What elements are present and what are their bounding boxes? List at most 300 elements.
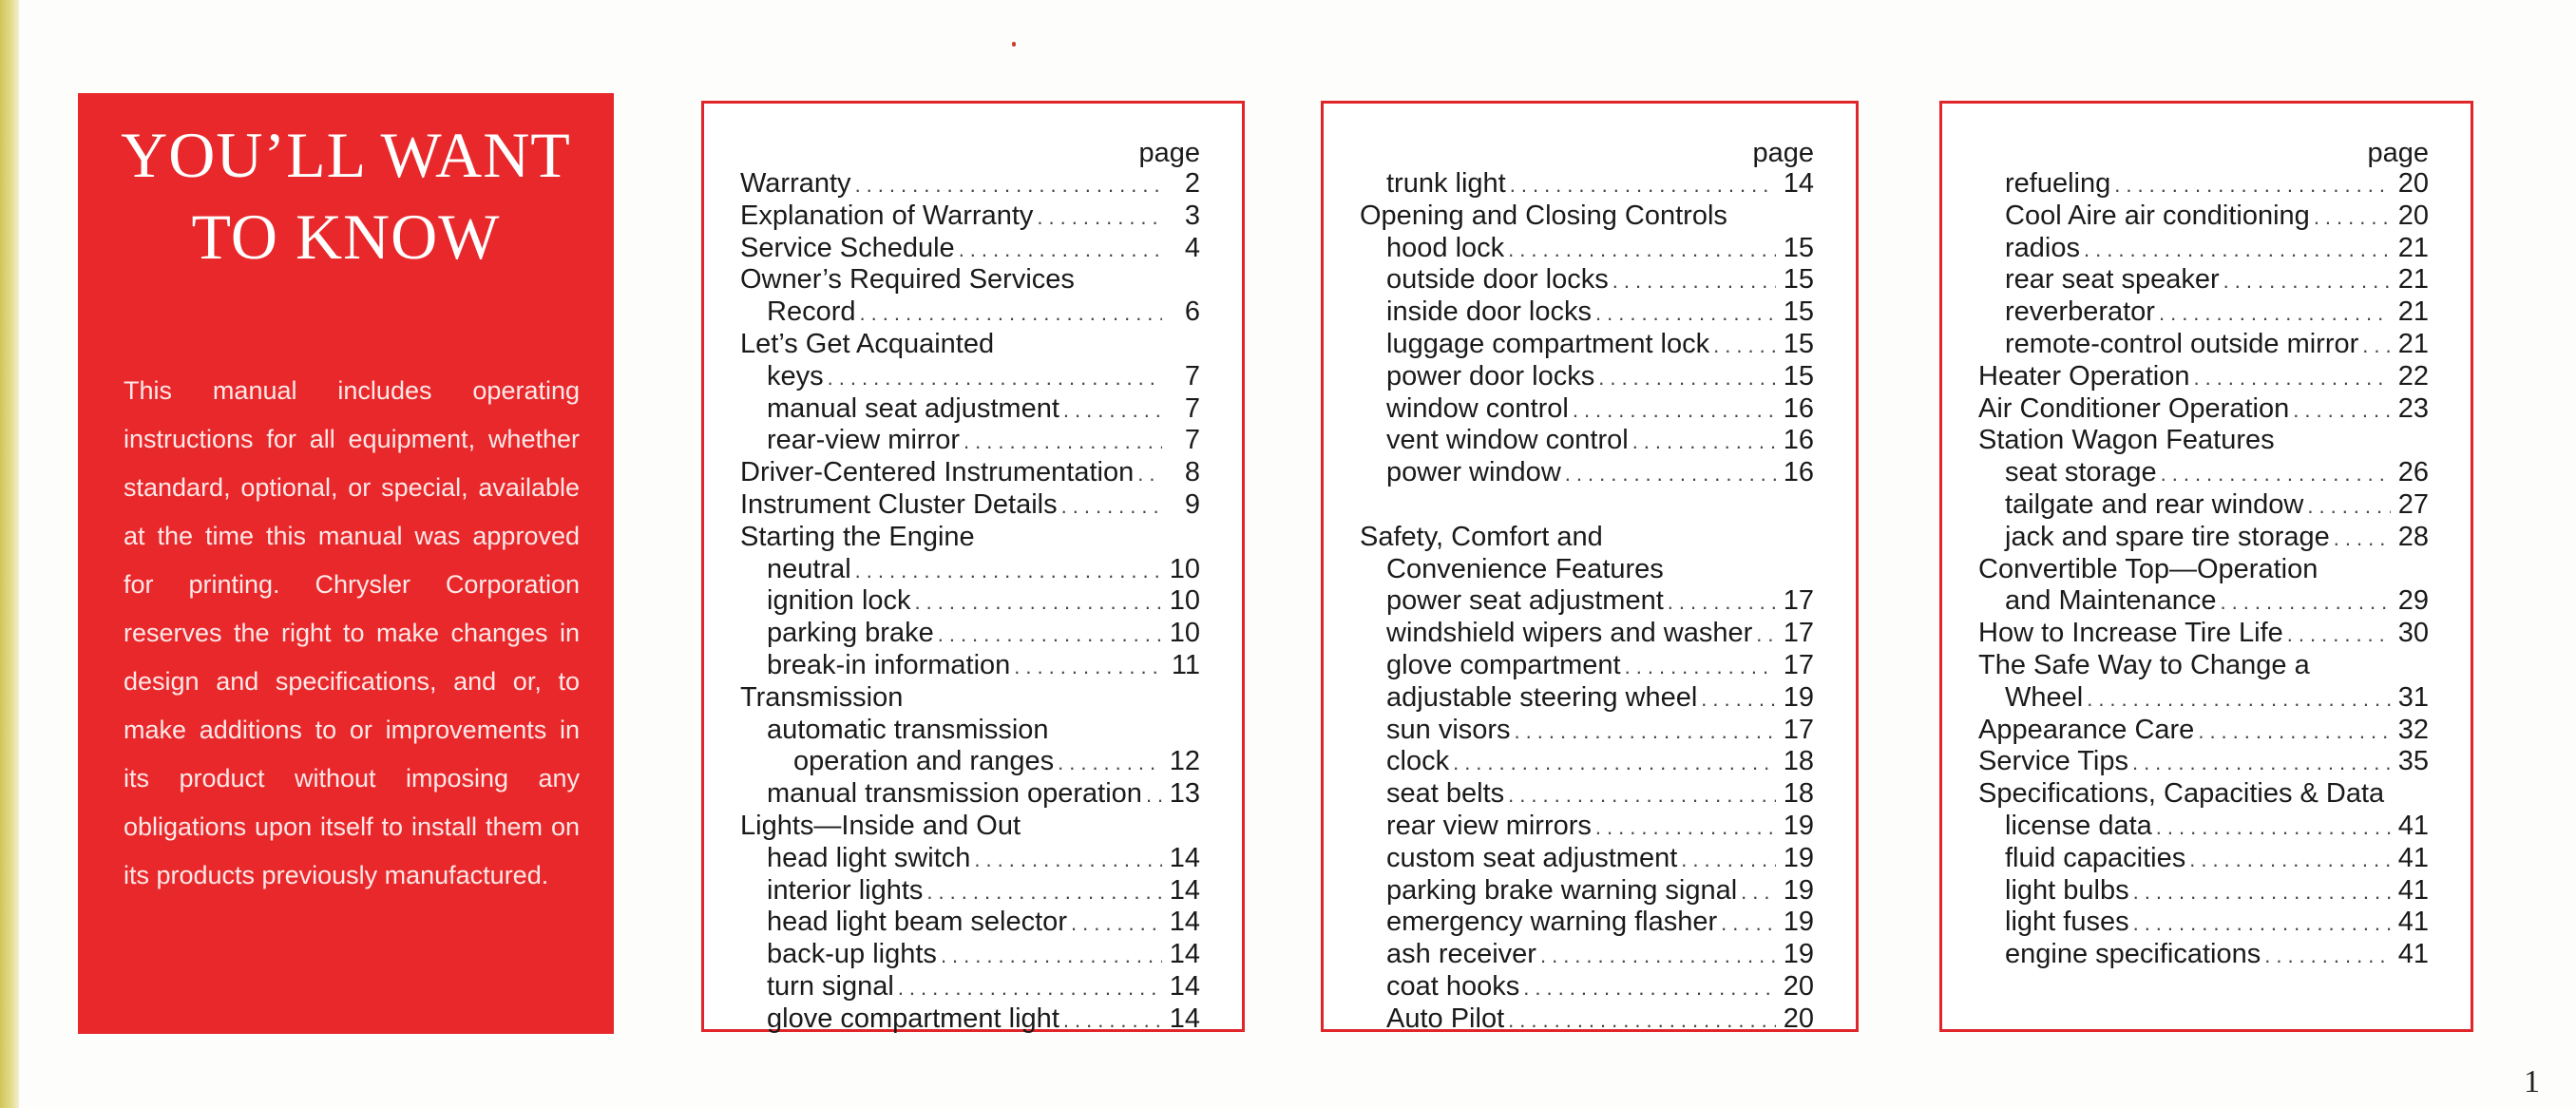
toc-entry-label: clock xyxy=(1386,746,1450,777)
print-speck xyxy=(1012,42,1016,47)
intro-title-line-2: TO KNOW xyxy=(191,201,501,273)
leader-dots xyxy=(828,362,1162,393)
toc-entry-label: seat belts xyxy=(1386,778,1505,810)
leader-dots xyxy=(860,297,1163,329)
toc-entry-page: 14 xyxy=(1169,970,1200,1002)
toc-entry-label: Let’s Get Acquainted xyxy=(740,328,995,359)
toc-entry xyxy=(1978,585,2429,618)
toc-entry-label: break-in information xyxy=(767,649,1011,680)
toc-list xyxy=(1360,168,1814,1036)
toc-entry-label: Warranty xyxy=(740,168,851,199)
toc-entry-page: 17 xyxy=(1783,714,1814,745)
toc-entry-label: hood lock xyxy=(1386,232,1505,263)
toc-entry-label: Cool Aire air conditioning xyxy=(2005,200,2310,231)
toc-entry-page: 15 xyxy=(1783,328,1814,359)
toc-entry-page: 10 xyxy=(1169,585,1200,617)
toc-entry-page: 28 xyxy=(2397,521,2429,552)
toc-entry-label: Owner’s Required Services xyxy=(740,264,1075,296)
toc-entry xyxy=(1360,811,1814,843)
toc-entry xyxy=(740,585,1200,618)
toc-entry-label: Service Tips xyxy=(1978,746,2128,777)
toc-entry-label: Auto Pilot xyxy=(1386,1003,1505,1034)
toc-entry-page: 15 xyxy=(1783,232,1814,263)
toc-entry-label: turn signal xyxy=(767,970,894,1002)
toc-entry-page: 41 xyxy=(2397,874,2429,906)
leader-dots xyxy=(1137,458,1162,489)
toc-entry xyxy=(740,778,1200,811)
leader-dots xyxy=(2287,619,2391,650)
toc-column-1 xyxy=(701,101,1245,1032)
leader-dots xyxy=(1540,940,1776,971)
toc-entry-page: 20 xyxy=(2397,168,2429,199)
leader-dots xyxy=(2133,907,2391,939)
toc-entry-page: 27 xyxy=(2397,488,2429,520)
toc-column-3 xyxy=(1939,101,2473,1032)
toc-entry-page: 23 xyxy=(2397,392,2429,424)
toc-entry-label: luggage compartment lock xyxy=(1386,328,1710,359)
toc-entry xyxy=(1978,875,2429,907)
toc-entry-label: reverberator xyxy=(2005,296,2155,328)
toc-entry-label: power seat adjustment xyxy=(1386,585,1664,617)
toc-entry xyxy=(740,811,1200,843)
toc-entry xyxy=(1360,939,1814,971)
toc-entry-label: Appearance Care xyxy=(1978,714,2195,745)
toc-entry-page: 20 xyxy=(1783,1003,1814,1034)
leader-dots xyxy=(1014,651,1162,682)
toc-entry-label: Transmission xyxy=(740,681,904,713)
toc-entry xyxy=(1360,201,1814,233)
toc-entry-page: 19 xyxy=(1783,681,1814,713)
leader-dots xyxy=(915,586,1162,618)
leader-dots xyxy=(2133,876,2391,907)
toc-entry-page: 10 xyxy=(1169,553,1200,584)
toc-entry xyxy=(1978,522,2429,554)
toc-entry xyxy=(1978,489,2429,522)
toc-entry-label: Lights—Inside and Out xyxy=(740,810,1021,841)
toc-entry-page: 6 xyxy=(1184,296,1200,328)
toc-entry xyxy=(1360,296,1814,329)
toc-entry-label: glove compartment light xyxy=(767,1003,1059,1034)
toc-entry-label: emergency warning flasher xyxy=(1386,907,1718,938)
toc-entry xyxy=(1978,457,2429,489)
toc-entry xyxy=(1978,778,2429,811)
toc-entry-label: Starting the Engine xyxy=(740,521,975,552)
toc-entry-page: 26 xyxy=(2397,457,2429,488)
page-column-header: page xyxy=(1138,138,1200,168)
toc-entry xyxy=(740,939,1200,971)
leader-dots xyxy=(898,972,1162,1003)
leader-dots xyxy=(1508,234,1776,265)
toc-entry xyxy=(1978,811,2429,843)
leader-dots xyxy=(2334,523,2391,554)
toc-entry-label: sun visors xyxy=(1386,714,1511,745)
toc-entry xyxy=(740,971,1200,1003)
leader-dots xyxy=(2223,265,2391,296)
toc-entry-label: head light switch xyxy=(767,842,971,873)
toc-entry-label: trunk light xyxy=(1386,168,1506,199)
leader-dots xyxy=(2084,234,2391,265)
toc-entry-page: 30 xyxy=(2397,618,2429,649)
toc-entry xyxy=(740,457,1200,489)
toc-entry-page: 17 xyxy=(1783,649,1814,680)
leader-dots xyxy=(1515,716,1776,747)
toc-entry-label: fluid capacities xyxy=(2005,842,2186,873)
leader-dots xyxy=(2156,812,2391,843)
toc-entry-page: 41 xyxy=(2397,907,2429,938)
toc-entry xyxy=(740,522,1200,554)
toc-entry-label: Safety, Comfort and xyxy=(1360,521,1603,552)
leader-dots xyxy=(1061,490,1162,522)
leader-dots xyxy=(2293,394,2391,426)
leader-dots xyxy=(1701,683,1776,715)
toc-entry xyxy=(740,682,1200,715)
toc-entry xyxy=(1978,329,2429,361)
toc-entry-page: 15 xyxy=(1783,360,1814,392)
toc-entry-page: 19 xyxy=(1783,874,1814,906)
toc-entry xyxy=(740,168,1200,201)
toc-entry-page: 21 xyxy=(2397,232,2429,263)
toc-entry-page: 21 xyxy=(2397,328,2429,359)
toc-entry-label: license data xyxy=(2005,810,2152,841)
toc-entry xyxy=(740,489,1200,522)
leader-dots xyxy=(1508,779,1776,811)
toc-entry-label: Wheel xyxy=(2005,681,2084,713)
toc-entry-page: 12 xyxy=(1169,746,1200,777)
toc-entry-page: 7 xyxy=(1184,425,1200,456)
leader-dots xyxy=(959,234,1162,265)
toc-entry-label: Air Conditioner Operation xyxy=(1978,392,2290,424)
toc-entry-label: coat hooks xyxy=(1386,970,1520,1002)
toc-entry-label: inside door locks xyxy=(1386,296,1592,328)
leader-dots xyxy=(1037,201,1162,233)
toc-entry xyxy=(1360,682,1814,715)
toc-entry-page: 11 xyxy=(1171,649,1200,680)
toc-entry-label: manual transmission operation xyxy=(767,778,1142,810)
toc-entry-label: vent window control xyxy=(1386,425,1629,456)
leader-dots xyxy=(2159,297,2391,329)
toc-entry-label: radios xyxy=(2005,232,2080,263)
toc-entry-label: adjustable steering wheel xyxy=(1386,681,1698,713)
leader-dots xyxy=(1595,812,1776,843)
book-spine xyxy=(0,0,19,1108)
toc-entry xyxy=(740,746,1200,778)
toc-entry-page: 18 xyxy=(1783,746,1814,777)
toc-entry xyxy=(1978,393,2429,426)
toc-entry xyxy=(1978,715,2429,747)
toc-entry-label: seat storage xyxy=(2005,457,2157,488)
toc-entry-label: parking brake xyxy=(767,618,934,649)
toc-entry xyxy=(740,233,1200,265)
leader-dots xyxy=(1058,747,1162,778)
leader-dots xyxy=(941,940,1162,971)
leader-dots xyxy=(1146,779,1162,811)
toc-entry-label: automatic transmission xyxy=(767,714,1049,745)
toc-entry xyxy=(740,361,1200,393)
toc-entry-label: Heater Operation xyxy=(1978,360,2190,392)
toc-entry-page: 16 xyxy=(1783,392,1814,424)
toc-entry-page: 21 xyxy=(2397,296,2429,328)
leader-dots xyxy=(1565,458,1776,489)
leader-dots xyxy=(2221,586,2392,618)
toc-entry-label: head light beam selector xyxy=(767,907,1067,938)
toc-entry-page: 22 xyxy=(2397,360,2429,392)
leader-dots xyxy=(2314,201,2391,233)
toc-entry-page: 7 xyxy=(1184,360,1200,392)
toc-entry-page: 9 xyxy=(1184,488,1200,520)
toc-entry-label: engine specifications xyxy=(2005,939,2261,970)
toc-entry-page: 16 xyxy=(1783,457,1814,488)
toc-entry-label: Instrument Cluster Details xyxy=(740,488,1058,520)
toc-entry-page: 2 xyxy=(1184,168,1200,199)
toc-entry-page: 35 xyxy=(2397,746,2429,777)
toc-entry xyxy=(1978,201,2429,233)
page-column-header: page xyxy=(2367,138,2429,168)
leader-dots xyxy=(964,426,1162,457)
toc-entry-label: Record xyxy=(767,296,856,328)
toc-entry-page: 14 xyxy=(1169,907,1200,938)
leader-dots xyxy=(1632,426,1776,457)
toc-entry-page: 10 xyxy=(1169,618,1200,649)
toc-entry-label: manual seat adjustment xyxy=(767,392,1059,424)
toc-entry xyxy=(1978,746,2429,778)
leader-dots xyxy=(1595,297,1776,329)
toc-entry-label: Convertible Top—Operation xyxy=(1978,553,2318,584)
toc-entry-page: 13 xyxy=(1169,778,1200,810)
toc-entry xyxy=(1360,168,1814,201)
toc-entry-label: jack and spare tire storage xyxy=(2005,521,2330,552)
toc-entry-page: 32 xyxy=(2397,714,2429,745)
toc-spacer xyxy=(1360,489,1814,522)
toc-entry-page: 15 xyxy=(1783,264,1814,296)
intro-body: This manual includes operating instructions for all equipment, whether standard, optional, or special, available at the time this manual was approved for printing. Chrysler Corporation reserves the right to make changes in design and specifications, and or, to make additions to or improvements in its product without imposing any obligations upon itself to install them on its products previously manufactured. xyxy=(124,376,580,889)
leader-dots xyxy=(1071,907,1162,939)
toc-entry xyxy=(1360,650,1814,682)
leader-dots xyxy=(1510,169,1776,201)
toc-entry-label: glove compartment xyxy=(1386,649,1621,680)
toc-entry-page: 14 xyxy=(1169,842,1200,873)
toc-entry-label: custom seat adjustment xyxy=(1386,842,1678,873)
leader-dots xyxy=(1756,619,1776,650)
toc-entry xyxy=(1978,682,2429,715)
toc-list xyxy=(1978,168,2429,971)
leader-dots xyxy=(2264,940,2391,971)
toc-entry xyxy=(1978,233,2429,265)
toc-entry-page: 15 xyxy=(1783,296,1814,328)
toc-entry-label: keys xyxy=(767,360,824,392)
toc-entry xyxy=(740,393,1200,426)
toc-entry xyxy=(1360,233,1814,265)
toc-entry-label: and Maintenance xyxy=(2005,585,2217,617)
toc-entry-label: Service Schedule xyxy=(740,232,955,263)
toc-entry xyxy=(1360,1003,1814,1036)
toc-entry xyxy=(740,425,1200,457)
leader-dots xyxy=(1598,362,1776,393)
toc-entry-label: ash receiver xyxy=(1386,939,1536,970)
leader-dots xyxy=(2132,747,2391,778)
toc-list xyxy=(740,168,1200,1036)
toc-entry xyxy=(1978,264,2429,296)
toc-column-2 xyxy=(1321,101,1859,1032)
toc-entry-page: 3 xyxy=(1184,200,1200,231)
toc-entry xyxy=(1978,907,2429,939)
toc-entry xyxy=(1978,296,2429,329)
toc-entry-label: The Safe Way to Change a xyxy=(1978,649,2310,680)
toc-entry xyxy=(1360,425,1814,457)
toc-entry-label: Driver-Centered Instrumentation xyxy=(740,457,1135,488)
toc-entry xyxy=(740,715,1200,747)
toc-entry-label: rear view mirrors xyxy=(1386,810,1592,841)
toc-entry-label: Opening and Closing Controls xyxy=(1360,200,1727,231)
leader-dots xyxy=(974,844,1162,875)
leader-dots xyxy=(926,876,1162,907)
leader-dots xyxy=(1523,972,1776,1003)
toc-entry-page: 20 xyxy=(1783,970,1814,1002)
toc-entry-label: outside door locks xyxy=(1386,264,1609,296)
leader-dots xyxy=(1681,844,1776,875)
toc-entry xyxy=(1360,875,1814,907)
intro-title-line-1: YOU’LL WANT xyxy=(121,119,571,191)
intro-title xyxy=(78,114,614,277)
toc-entry xyxy=(1360,585,1814,618)
toc-entry xyxy=(740,264,1200,296)
toc-entry xyxy=(740,875,1200,907)
toc-entry-label: ignition lock xyxy=(767,585,911,617)
toc-entry-page: 20 xyxy=(2397,200,2429,231)
toc-entry xyxy=(1360,522,1814,554)
toc-entry-label: Explanation of Warranty xyxy=(740,200,1034,231)
leader-dots xyxy=(2114,169,2391,201)
toc-entry xyxy=(1978,650,2429,682)
toc-entry-label: back-up lights xyxy=(767,939,937,970)
leader-dots xyxy=(1453,747,1776,778)
toc-entry-label: rear seat speaker xyxy=(2005,264,2220,296)
toc-entry-label: light bulbs xyxy=(2005,874,2129,906)
toc-entry-label: window control xyxy=(1386,392,1569,424)
toc-entry xyxy=(740,296,1200,329)
toc-entry-page: 7 xyxy=(1184,392,1200,424)
toc-entry-page: 14 xyxy=(1783,168,1814,199)
toc-entry-page: 14 xyxy=(1169,1003,1200,1034)
leader-dots xyxy=(2193,362,2391,393)
toc-entry xyxy=(1360,393,1814,426)
toc-entry-label: operation and ranges xyxy=(793,746,1055,777)
toc-entry-page: 17 xyxy=(1783,618,1814,649)
toc-entry-page: 19 xyxy=(1783,810,1814,841)
page-number: 1 xyxy=(2524,1064,2540,1099)
toc-entry-page: 14 xyxy=(1169,874,1200,906)
leader-dots xyxy=(855,169,1162,201)
toc-entry xyxy=(1360,746,1814,778)
leader-dots xyxy=(2161,458,2391,489)
toc-entry-label: remote-control outside mirror xyxy=(2005,328,2359,359)
leader-dots xyxy=(1721,907,1776,939)
toc-entry xyxy=(1360,618,1814,650)
toc-entry xyxy=(1978,843,2429,875)
leader-dots xyxy=(2307,490,2391,522)
toc-entry-page: 19 xyxy=(1783,842,1814,873)
toc-entry xyxy=(740,329,1200,361)
toc-entry xyxy=(1360,715,1814,747)
toc-entry xyxy=(1978,554,2429,586)
leader-dots xyxy=(1508,1004,1776,1036)
toc-entry xyxy=(1360,971,1814,1003)
leader-dots xyxy=(855,555,1162,586)
toc-entry xyxy=(1360,843,1814,875)
toc-entry xyxy=(740,618,1200,650)
leader-dots xyxy=(2189,844,2391,875)
toc-entry xyxy=(740,650,1200,682)
toc-entry-page: 18 xyxy=(1783,778,1814,810)
toc-entry-page: 16 xyxy=(1783,425,1814,456)
toc-entry-label: How to Increase Tire Life xyxy=(1978,618,2283,649)
leader-dots xyxy=(1612,265,1776,296)
toc-entry-page: 17 xyxy=(1783,585,1814,617)
toc-entry xyxy=(740,554,1200,586)
toc-entry-page: 41 xyxy=(2397,939,2429,970)
toc-entry-label: interior lights xyxy=(767,874,924,906)
toc-entry-page: 8 xyxy=(1184,457,1200,488)
toc-entry-label: windshield wipers and washer xyxy=(1386,618,1753,649)
toc-entry-page: 29 xyxy=(2397,585,2429,617)
toc-entry xyxy=(1360,329,1814,361)
toc-entry-page: 19 xyxy=(1783,939,1814,970)
leader-dots xyxy=(2087,683,2391,715)
toc-entry xyxy=(1978,425,2429,457)
toc-entry-page: 19 xyxy=(1783,907,1814,938)
toc-entry-label: tailgate and rear window xyxy=(2005,488,2304,520)
toc-entry-page: 21 xyxy=(2397,264,2429,296)
leader-dots xyxy=(1063,1004,1162,1036)
leader-dots xyxy=(1741,876,1776,907)
toc-entry xyxy=(1360,778,1814,811)
toc-entry xyxy=(1360,361,1814,393)
toc-entry xyxy=(740,907,1200,939)
toc-entry-page: 14 xyxy=(1169,939,1200,970)
toc-entry-label: light fuses xyxy=(2005,907,2129,938)
toc-entry xyxy=(1978,168,2429,201)
leader-dots xyxy=(2362,330,2391,361)
toc-entry-label: power door locks xyxy=(1386,360,1595,392)
toc-entry xyxy=(1978,939,2429,971)
leader-dots xyxy=(2198,716,2391,747)
leader-dots xyxy=(1668,586,1776,618)
toc-entry xyxy=(1360,907,1814,939)
toc-entry-label: Specifications, Capacities & Data xyxy=(1978,778,2385,810)
toc-entry-page: 4 xyxy=(1184,232,1200,263)
toc-entry xyxy=(740,201,1200,233)
toc-entry-label: neutral xyxy=(767,553,851,584)
toc-entry-label: parking brake warning signal xyxy=(1386,874,1738,906)
toc-entry-label: Station Wagon Features xyxy=(1978,425,2275,456)
intro-panel xyxy=(78,93,614,1034)
toc-entry-page: 41 xyxy=(2397,810,2429,841)
toc-entry-label: power window xyxy=(1386,457,1561,488)
leader-dots xyxy=(1713,330,1776,361)
leader-dots xyxy=(1573,394,1776,426)
leader-dots xyxy=(1063,394,1162,426)
leader-dots xyxy=(938,619,1162,650)
toc-entry-label: Convenience Features xyxy=(1386,553,1664,584)
toc-entry xyxy=(1360,457,1814,489)
toc-entry-page: 31 xyxy=(2397,681,2429,713)
toc-entry xyxy=(740,843,1200,875)
toc-entry-label: refueling xyxy=(2005,168,2111,199)
toc-entry xyxy=(1978,361,2429,393)
toc-entry xyxy=(1360,264,1814,296)
toc-entry-page: 41 xyxy=(2397,842,2429,873)
leader-dots xyxy=(1625,651,1776,682)
toc-entry xyxy=(1978,618,2429,650)
